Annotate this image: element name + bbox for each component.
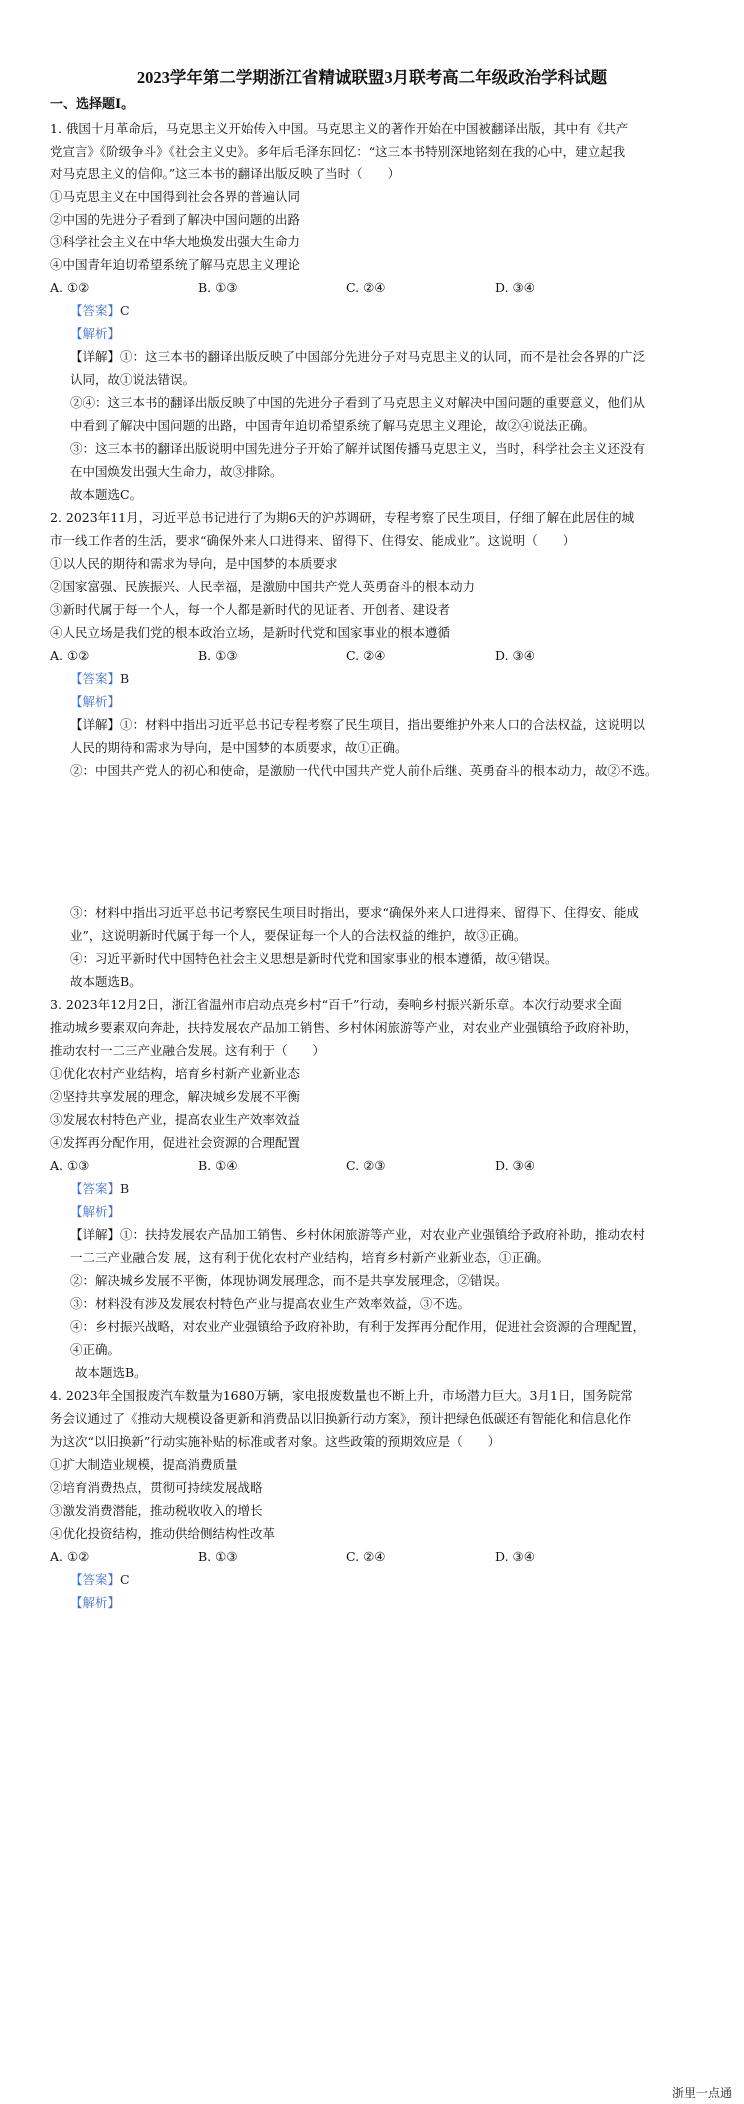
answer-label: 【答案】 xyxy=(70,1572,121,1587)
explanation-text: ③：材料中指出习近平总书记考察民生项目时指出，要求“确保外来人口进得来、留得下、住得安、能成 xyxy=(70,905,639,920)
choice-a: A. ①③ xyxy=(50,1158,90,1173)
section-heading: 一、选择题Ⅰ。 xyxy=(50,97,135,112)
choice-b: B. ①③ xyxy=(198,280,238,295)
choice-a: A. ①② xyxy=(50,280,90,295)
analysis-label: 【解析】 xyxy=(70,326,121,341)
option-line: ③科学社会主义在中华大地焕发出强大生命力 xyxy=(50,234,301,249)
option-line: ②国家富强、民族振兴、人民幸福，是激励中国共产党人英勇奋斗的根本动力 xyxy=(50,579,476,594)
option-line: ①优化农村产业结构，培育乡村新产业新业态 xyxy=(50,1066,301,1081)
answer-label: 【答案】 xyxy=(70,1181,121,1196)
option-line: ④优化投资结构，推动供给侧结构性改革 xyxy=(50,1526,276,1541)
footer-watermark: 浙里一点通 xyxy=(671,2086,732,2100)
answer-line xyxy=(70,303,130,319)
explanation-text: ④：乡村振兴战略，对农业产业强镇给予政府补助，有利于发挥再分配作用，促进社会资源的合理配置， xyxy=(70,1319,646,1334)
explanation-text: ②：解决城乡发展不平衡，体现协调发展理念，而不是共享发展理念，②错误。 xyxy=(70,1273,508,1288)
choice-c: C. ②④ xyxy=(346,280,386,295)
choice-d: D. ③④ xyxy=(495,1549,535,1564)
choice-b: B. ①③ xyxy=(198,648,238,663)
option-line: ④人民立场是我们党的根本政治立场，是新时代党和国家事业的根本遵循 xyxy=(50,625,451,640)
answer-value: C xyxy=(120,303,130,318)
explanation-text: 【详解】①：这三本书的翻译出版反映了中国部分先进分子对马克思主义的认同，而不是社会各界的广泛 xyxy=(70,349,646,364)
answer-line xyxy=(70,671,129,687)
question-text: 市一线工作者的生活，要求“确保外来人口进得来、留得下、住得安、能成业”。这说明（ ） xyxy=(50,533,576,548)
explanation-text: 一二三产业融合发 展，这有利于优化农村产业结构，培育乡村新产业新业态，①正确。 xyxy=(70,1250,549,1265)
option-line: ②坚持共享发展的理念，解决城乡发展不平衡 xyxy=(50,1089,301,1104)
question-text: 推动城乡要素双向奔赴，扶持发展农产品加工销售、乡村休闲旅游等产业，对农业产业强镇给予政府补助， xyxy=(50,1020,638,1035)
explanation-text: 业”，这说明新时代属于每一个人，要保证每一个人的合法权益的维护，故③正确。 xyxy=(70,928,527,943)
option-line: ①扩大制造业规模，提高消费质量 xyxy=(50,1457,238,1472)
choice-c: C. ②③ xyxy=(346,1158,386,1173)
option-line: ①马克思主义在中国得到社会各界的普遍认同 xyxy=(50,189,301,204)
explanation-text: 【详解】①：扶持发展农产品加工销售、乡村休闲旅游等产业，对农业产业强镇给予政府补助，推动农村 xyxy=(70,1227,646,1242)
option-line: ③发展农村特色产业，提高农业生产效率效益 xyxy=(50,1112,301,1127)
explanation-text: ②：中国共产党人的初心和使命，是激励一代代中国共产党人前仆后继、英勇奋斗的根本动力，故②不选。 xyxy=(70,763,658,778)
explanation-text: 人民的期待和需求为导向，是中国梦的本质要求，故①正确。 xyxy=(70,740,408,755)
analysis-label: 【解析】 xyxy=(70,1204,121,1219)
choice-a: A. ①② xyxy=(50,648,90,663)
answer-line xyxy=(70,1181,129,1197)
choice-c: C. ②④ xyxy=(346,648,386,663)
answer-value: B xyxy=(120,671,130,686)
explanation-text: 故本题选C。 xyxy=(70,487,143,502)
choice-a: A. ①② xyxy=(50,1549,90,1564)
choice-d: D. ③④ xyxy=(495,280,535,295)
question-text: 推动农村一二三产业融合发展。这有利于（ ） xyxy=(50,1043,326,1058)
answer-value: B xyxy=(120,1181,130,1196)
analysis-label: 【解析】 xyxy=(70,1595,121,1610)
answer-line xyxy=(70,1572,130,1588)
explanation-text: ③：材料没有涉及发展农村特色产业与提高农业生产效率效益，③不选。 xyxy=(70,1296,471,1311)
answer-value: C xyxy=(120,1572,130,1587)
choice-b: B. ①④ xyxy=(198,1158,238,1173)
question-text: 2. 2023年11月，习近平总书记进行了为期6天的沪苏调研，专程考察了民生项目，仔细了解在此居住的城 xyxy=(50,510,635,525)
explanation-text: 认同，故①说法错误。 xyxy=(70,372,196,387)
explanation-text: ③：这三本书的翻译出版说明中国先进分子开始了解并试图传播马克思主义，当时，科学社会主义还没有 xyxy=(70,441,646,456)
explanation-text: 在中国焕发出强大生命力，故③排除。 xyxy=(70,464,283,479)
explanation-text: 故本题选B。 xyxy=(75,1365,147,1380)
question-text: 4. 2023年全国报废汽车数量为1680万辆，家电报废数量也不断上升，市场潜力巨大。3月1日，国务院常 xyxy=(50,1388,633,1403)
analysis-label: 【解析】 xyxy=(70,694,121,709)
explanation-text: ②④：这三本书的翻译出版反映了中国的先进分子看到了马克思主义对解决中国问题的重要意义，他们从 xyxy=(70,395,646,410)
option-line: ④中国青年迫切希望系统了解马克思主义理论 xyxy=(50,257,301,272)
option-line: ①以人民的期待和需求为导向，是中国梦的本质要求 xyxy=(50,556,338,571)
choice-d: D. ③④ xyxy=(495,648,535,663)
question-text: 对马克思主义的信仰。”这三本书的翻译出版反映了当时（ ） xyxy=(50,166,401,181)
question-text: 1. 俄国十月革命后，马克思主义开始传入中国。马克思主义的著作开始在中国被翻译出版，其中有《共产 xyxy=(50,121,629,136)
explanation-text: ④正确。 xyxy=(70,1342,121,1357)
question-text: 务会议通过了《推动大规模设备更新和消费品以旧换新行动方案》，预计把绿色低碳还有智能化和信息化作 xyxy=(50,1411,632,1426)
option-line: ③激发消费潜能，推动税收收入的增长 xyxy=(50,1503,263,1518)
explanation-text: 故本题选B。 xyxy=(70,974,142,989)
explanation-text: 【详解】①：材料中指出习近平总书记专程考察了民生项目，指出要维护外来人口的合法权益，这说明以 xyxy=(70,717,646,732)
answer-label: 【答案】 xyxy=(70,671,121,686)
option-line: ②中国的先进分子看到了解决中国问题的出路 xyxy=(50,212,301,227)
explanation-text: ④：习近平新时代中国特色社会主义思想是新时代党和国家事业的根本遵循，故④错误。 xyxy=(70,951,558,966)
question-text: 3. 2023年12月2日，浙江省温州市启动点亮乡村“百千”行动，奏响乡村振兴新乐章。本次行动要求全面 xyxy=(50,997,622,1012)
choice-c: C. ②④ xyxy=(346,1549,386,1564)
choice-d: D. ③④ xyxy=(495,1158,535,1173)
choice-b: B. ①③ xyxy=(198,1549,238,1564)
question-text: 为这次“以旧换新”行动实施补贴的标准或者对象。这些政策的预期效应是（ ） xyxy=(50,1434,501,1449)
answer-label: 【答案】 xyxy=(70,303,121,318)
explanation-text: 中看到了解决中国问题的出路，中国青年迫切希望系统了解马克思主义理论，故②④说法正确。 xyxy=(70,418,596,433)
option-line: ④发挥再分配作用，促进社会资源的合理配置 xyxy=(50,1135,301,1150)
question-text: 党宣言》《阶级争斗》《社会主义史》。多年后毛泽东回忆：“这三本书特别深地铭刻在我的心中，建立起我 xyxy=(50,144,626,159)
page-title: 2023学年第二学期浙江省精诚联盟3月联考高二年级政治学科试题 xyxy=(136,68,608,87)
option-line: ③新时代属于每一个人，每一个人都是新时代的见证者、开创者、建设者 xyxy=(50,602,451,617)
option-line: ②培育消费热点，贯彻可持续发展战略 xyxy=(50,1480,263,1495)
